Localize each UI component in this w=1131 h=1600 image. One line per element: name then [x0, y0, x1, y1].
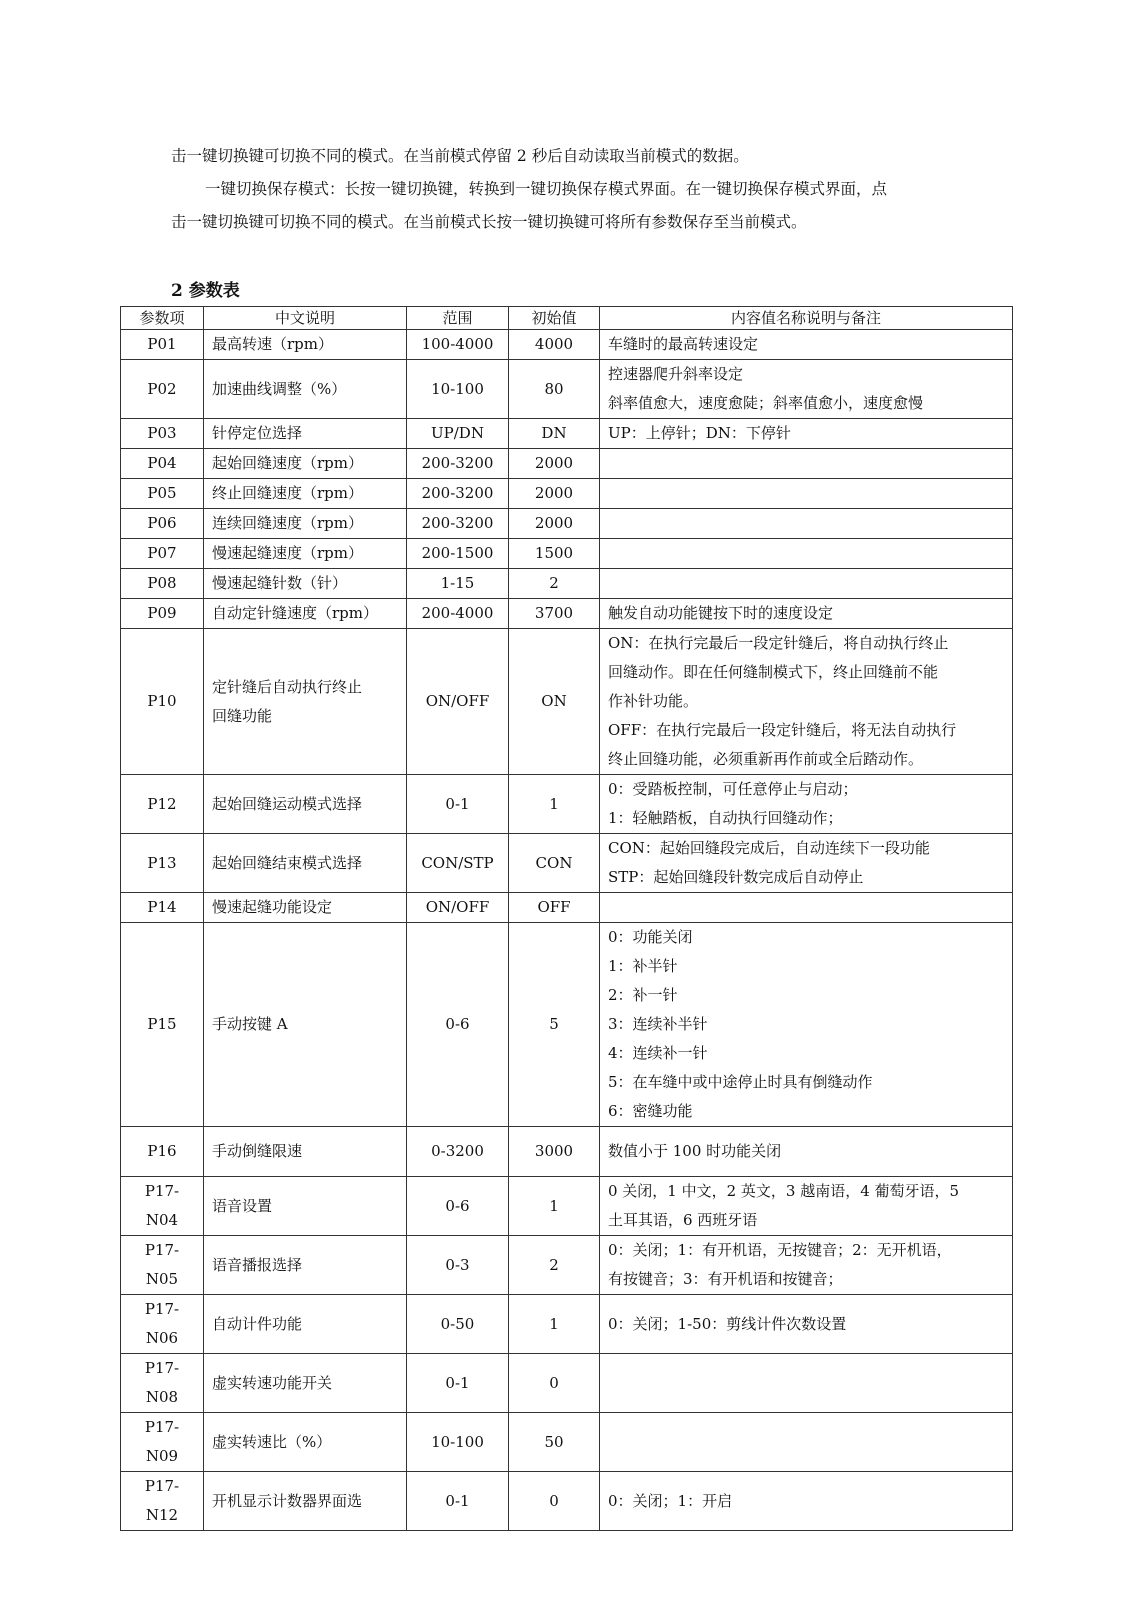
param-desc	[204, 479, 407, 509]
param-note	[600, 1177, 1013, 1236]
param-init: 3000	[509, 1127, 600, 1177]
param-code: P07	[121, 539, 204, 569]
header-desc: 中文说明	[204, 307, 407, 330]
param-range: ON/OFF	[407, 629, 509, 775]
param-init: 1	[509, 1177, 600, 1236]
param-range: 0-6	[407, 923, 509, 1127]
param-note-line: 4：连续补一针	[608, 1044, 708, 1062]
param-desc-line: 慢速起缝速度（rpm）	[212, 544, 363, 562]
param-code: P16	[121, 1127, 204, 1177]
param-range: UP/DN	[407, 419, 509, 449]
param-desc-line: 加速曲线调整（%）	[212, 379, 347, 398]
table-row	[121, 775, 1013, 834]
param-note	[600, 1236, 1013, 1295]
table-row	[121, 599, 1013, 629]
param-desc	[204, 834, 407, 893]
param-code: P01	[121, 330, 204, 360]
param-desc-line: 定针缝后自动执行终止	[212, 677, 363, 696]
param-note-line: 1：轻触踏板，自动执行回缝动作；	[608, 809, 843, 827]
param-desc	[204, 360, 407, 419]
header-note: 内容值名称说明与备注	[600, 307, 1013, 330]
param-desc	[204, 449, 407, 479]
param-note-line: 终止回缝功能，必须重新再作前或全后踏动作。	[608, 750, 924, 768]
param-code: P17-N05	[121, 1236, 204, 1295]
param-note-line: 0：功能关闭	[608, 928, 693, 946]
param-desc	[204, 1472, 407, 1531]
param-range: 1-15	[407, 569, 509, 599]
param-init: 2	[509, 569, 600, 599]
param-note-line: 1：补半针	[608, 957, 678, 975]
param-init: 2	[509, 1236, 600, 1295]
param-note-line: OFF：在执行完最后一段定针缝后，将无法自动执行	[608, 721, 957, 739]
param-range: 200-3200	[407, 509, 509, 539]
param-desc-line: 针停定位选择	[212, 424, 303, 442]
intro-line: 击一键切换键可切换不同的模式。在当前模式停留 2 秒后自动读取当前模式的数据。	[171, 147, 749, 165]
param-desc	[204, 569, 407, 599]
param-note-line: 0：受踏板控制，可任意停止与启动；	[608, 780, 858, 798]
param-desc	[204, 775, 407, 834]
param-note-line: 控速器爬升斜率设定	[608, 365, 744, 383]
param-desc	[204, 629, 407, 775]
table-row	[121, 1354, 1013, 1413]
param-desc-line: 语音播报选择	[212, 1255, 303, 1274]
table-row	[121, 1295, 1013, 1354]
param-init: CON	[509, 834, 600, 893]
param-code: P04	[121, 449, 204, 479]
param-init: DN	[509, 419, 600, 449]
table-row	[121, 449, 1013, 479]
param-desc	[204, 1236, 407, 1295]
param-note	[600, 923, 1013, 1127]
table-row	[121, 509, 1013, 539]
param-note-line: 有按键音；3：有开机语和按键音；	[608, 1270, 843, 1288]
param-desc-line: 起始回缝结束模式选择	[212, 853, 363, 872]
param-init: OFF	[509, 893, 600, 923]
param-desc	[204, 539, 407, 569]
param-note-line: 0：关闭；1：有开机语，无按键音；2：无开机语，	[608, 1241, 952, 1259]
param-note-line: 数值小于 100 时功能关闭	[608, 1142, 782, 1160]
table-row	[121, 1177, 1013, 1236]
param-note-line: 0：关闭；1：开启	[608, 1491, 733, 1510]
param-desc-line: 回缝功能	[212, 706, 273, 725]
param-range: 0-6	[407, 1177, 509, 1236]
table-row	[121, 629, 1013, 775]
table-row	[121, 360, 1013, 419]
param-desc	[204, 893, 407, 923]
param-desc	[204, 1177, 407, 1236]
param-desc-line: 开机显示计数器界面选	[212, 1491, 363, 1510]
param-code: P08	[121, 569, 204, 599]
param-range: 0-3200	[407, 1127, 509, 1177]
param-desc	[204, 1127, 407, 1177]
param-note-line: 车缝时的最高转速设定	[608, 335, 759, 353]
param-init: 80	[509, 360, 600, 419]
param-desc	[204, 1413, 407, 1472]
param-note	[600, 893, 1013, 923]
param-code: P17-N06	[121, 1295, 204, 1354]
param-code: P03	[121, 419, 204, 449]
table-body	[121, 330, 1013, 1531]
param-init: 3700	[509, 599, 600, 629]
param-note-line: 0：关闭；1-50：剪线计件次数设置	[608, 1314, 847, 1333]
param-note	[600, 1413, 1013, 1472]
param-note-line: 回缝动作。即在任何缝制模式下，终止回缝前不能	[608, 663, 939, 681]
param-desc-line: 手动倒缝限速	[212, 1142, 303, 1160]
param-code: P09	[121, 599, 204, 629]
param-range: CON/STP	[407, 834, 509, 893]
param-range: 0-1	[407, 1354, 509, 1413]
param-desc	[204, 1354, 407, 1413]
table-header-row	[121, 307, 1013, 330]
param-code: P17-N09	[121, 1413, 204, 1472]
param-note	[600, 1354, 1013, 1413]
param-desc	[204, 923, 407, 1127]
param-range: 200-4000	[407, 599, 509, 629]
param-desc-line: 手动按键 A	[212, 1015, 288, 1033]
param-note	[600, 599, 1013, 629]
param-note-line: 3：连续补半针	[608, 1015, 708, 1033]
table-row	[121, 1127, 1013, 1177]
param-init: 4000	[509, 330, 600, 360]
param-init: 50	[509, 1413, 600, 1472]
param-code: P05	[121, 479, 204, 509]
parameter-table	[120, 306, 1013, 1531]
intro-line: 一键切换保存模式：长按一键切换键，转换到一键切换保存模式界面。在一键切换保存模式界面，点	[205, 180, 888, 198]
param-range: 200-3200	[407, 479, 509, 509]
param-init: 0	[509, 1354, 600, 1413]
param-init: 2000	[509, 449, 600, 479]
param-note-line: 5：在车缝中或中途停止时具有倒缝动作	[608, 1073, 873, 1091]
param-note	[600, 1295, 1013, 1354]
intro-text	[171, 140, 971, 239]
param-init: 0	[509, 1472, 600, 1531]
param-range: 200-3200	[407, 449, 509, 479]
param-range: 200-1500	[407, 539, 509, 569]
section-title: 2 参数表	[171, 281, 240, 301]
table-row	[121, 834, 1013, 893]
param-desc	[204, 330, 407, 360]
param-code: P17-N12	[121, 1472, 204, 1531]
param-desc	[204, 509, 407, 539]
table-row	[121, 1413, 1013, 1472]
header-code: 参数项	[121, 307, 204, 330]
param-init: 2000	[509, 479, 600, 509]
table-row	[121, 1236, 1013, 1295]
param-range: 0-50	[407, 1295, 509, 1354]
param-range: 0-1	[407, 775, 509, 834]
param-note	[600, 629, 1013, 775]
table-row	[121, 893, 1013, 923]
param-note-line: UP：上停针；DN：下停针	[608, 424, 791, 442]
param-note-line: 土耳其语，6 西班牙语	[608, 1211, 758, 1229]
param-init: ON	[509, 629, 600, 775]
param-note	[600, 330, 1013, 360]
param-code: P02	[121, 360, 204, 419]
param-desc-line: 起始回缝运动模式选择	[212, 794, 363, 813]
param-desc-line: 自动定针缝速度（rpm）	[212, 604, 378, 622]
param-note-line: 0 关闭，1 中文，2 英文，3 越南语，4 葡萄牙语，5	[608, 1182, 960, 1200]
param-note	[600, 775, 1013, 834]
param-desc-line: 语音设置	[212, 1196, 273, 1215]
param-note-line: 作补针功能。	[608, 692, 699, 710]
param-code: P10	[121, 629, 204, 775]
param-note-line: 斜率值愈大，速度愈陡；斜率值愈小，速度愈慢	[608, 394, 924, 412]
param-note	[600, 479, 1013, 509]
param-init: 1500	[509, 539, 600, 569]
param-init: 1	[509, 775, 600, 834]
param-desc-line: 终止回缝速度（rpm）	[212, 484, 363, 502]
table-row	[121, 923, 1013, 1127]
param-desc-line: 最高转速（rpm）	[212, 335, 333, 353]
param-range: 0-3	[407, 1236, 509, 1295]
param-range: 10-100	[407, 360, 509, 419]
param-desc	[204, 419, 407, 449]
param-code: P14	[121, 893, 204, 923]
param-note	[600, 360, 1013, 419]
param-range: 0-1	[407, 1472, 509, 1531]
param-code: P13	[121, 834, 204, 893]
param-desc	[204, 599, 407, 629]
param-desc-line: 虚实转速功能开关	[212, 1373, 333, 1392]
param-code: P06	[121, 509, 204, 539]
param-note	[600, 1127, 1013, 1177]
table-row	[121, 419, 1013, 449]
table-row	[121, 539, 1013, 569]
param-desc-line: 慢速起缝针数（针）	[212, 574, 348, 592]
param-code: P12	[121, 775, 204, 834]
param-note	[600, 539, 1013, 569]
param-note	[600, 569, 1013, 599]
param-init: 1	[509, 1295, 600, 1354]
param-note	[600, 449, 1013, 479]
param-range: 10-100	[407, 1413, 509, 1472]
param-desc-line: 自动计件功能	[212, 1314, 303, 1333]
header-init: 初始值	[509, 307, 600, 330]
param-init: 2000	[509, 509, 600, 539]
param-init: 5	[509, 923, 600, 1127]
param-note	[600, 834, 1013, 893]
param-note-line: 2：补一针	[608, 986, 678, 1004]
param-note-line: ON：在执行完最后一段定针缝后，将自动执行终止	[608, 634, 949, 652]
param-desc-line: 起始回缝速度（rpm）	[212, 454, 363, 472]
param-note	[600, 419, 1013, 449]
param-code: P15	[121, 923, 204, 1127]
table-row	[121, 1472, 1013, 1531]
param-note-line: 6：密缝功能	[608, 1102, 693, 1120]
param-desc-line: 连续回缝速度（rpm）	[212, 514, 363, 532]
param-note-line: CON：起始回缝段完成后，自动连续下一段功能	[608, 839, 930, 857]
param-note-line: STP：起始回缝段针数完成后自动停止	[608, 868, 864, 886]
param-range: ON/OFF	[407, 893, 509, 923]
intro-line: 击一键切换键可切换不同的模式。在当前模式长按一键切换键可将所有参数保存至当前模式。	[171, 213, 807, 231]
param-note	[600, 1472, 1013, 1531]
table-row	[121, 330, 1013, 360]
header-range: 范围	[407, 307, 509, 330]
param-note-line: 触发自动功能键按下时的速度设定	[608, 604, 834, 622]
param-code: P17-N04	[121, 1177, 204, 1236]
param-note	[600, 509, 1013, 539]
param-desc	[204, 1295, 407, 1354]
param-range: 100-4000	[407, 330, 509, 360]
table-row	[121, 479, 1013, 509]
param-desc-line: 慢速起缝功能设定	[212, 898, 333, 916]
param-desc-line: 虚实转速比（%）	[212, 1432, 332, 1451]
param-code: P17-N08	[121, 1354, 204, 1413]
table-row	[121, 569, 1013, 599]
